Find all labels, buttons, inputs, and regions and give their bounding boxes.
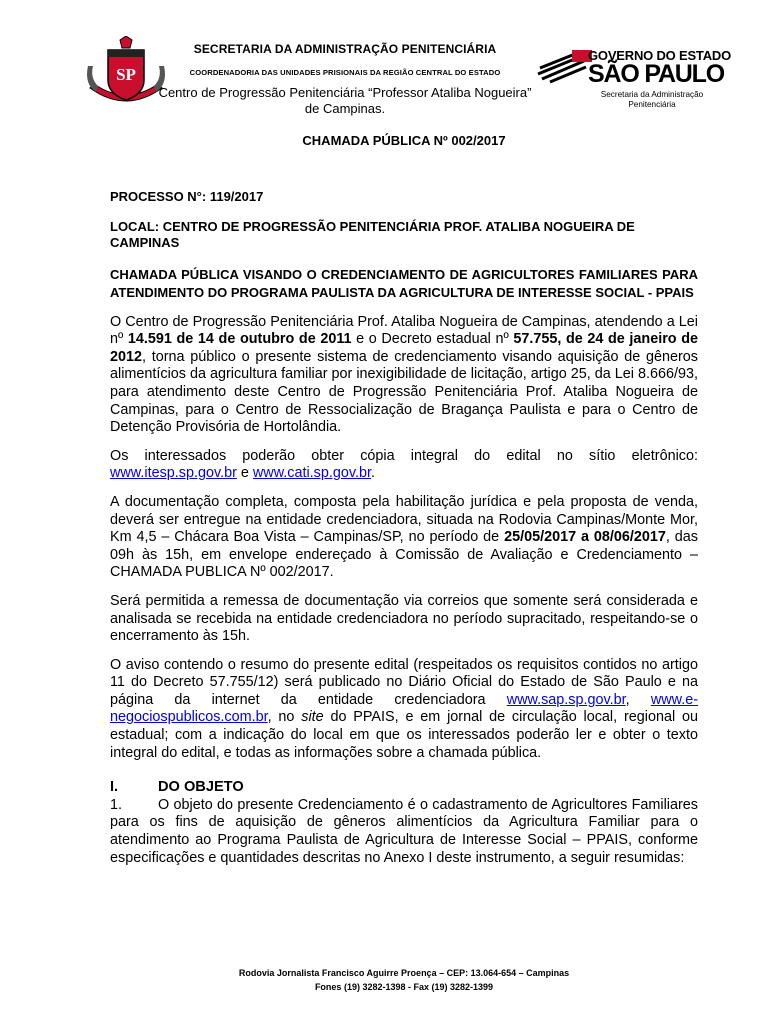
itesp-link[interactable]: www.itesp.sp.gov.br xyxy=(110,465,237,482)
sap-link[interactable]: www.sap.sp.gov.br xyxy=(506,691,626,708)
p5-text-c: , no xyxy=(267,709,302,726)
p5-text-a: O aviso contendo o resumo do presente edital (respeitados os requisitos contidos no artigo 11 do Decreto 57.755/12) será publicado no Diário Oficial do Estado de São Paulo e na página da internet da entidade credenciadora xyxy=(110,656,698,708)
item-1-text: O objeto do presente Credenciamento é o cadastramento de Agricultores Familiares para os fins de aquisição de gêneros alimentícios da Agricultura Familiar para o atendimento ao Programa Paulista de Agricultura de Interesse Social – PPAIS, conforme especificações e quantidades descritas no Anexo I deste instrumento, a seguir resumidas: xyxy=(110,796,698,866)
cati-link[interactable]: www.cati.sp.gov.br xyxy=(252,465,372,482)
letterhead xyxy=(150,42,540,117)
p1-decreto-bold: 57.755, de 24 de janeiro de 2012 xyxy=(110,331,698,365)
p5-text-e: do PPAIS, e em jornal de circulação local, regional ou estadual; com a indicação do local em que os interessados poderão ler e obter o texto integral do edital, e todas as informações sobre a chamada pública. xyxy=(110,709,698,761)
p1-lei-bold: 14.591 de 14 de outubro de 2011 xyxy=(127,331,352,348)
call-title: CHAMADA PÚBLICA Nº 002/2017 xyxy=(302,133,506,148)
section-1-number: I. xyxy=(110,779,119,796)
p1-text-c: e o Decreto estadual nº xyxy=(351,331,514,348)
sao-paulo-flag-icon xyxy=(536,46,596,86)
section-1-item-1 xyxy=(110,797,698,867)
gov-line1: GOVERNO DO ESTADO xyxy=(588,48,731,63)
paragraph-1 xyxy=(110,314,698,437)
gov-line2: SÃO PAULO xyxy=(588,60,724,88)
paragraph-5 xyxy=(110,657,698,763)
paragraph-2 xyxy=(110,448,698,483)
p5-site-italic: site xyxy=(301,709,324,726)
footer xyxy=(110,966,698,994)
e-negocios-link[interactable]: www.e-negociospublicos.com.br xyxy=(110,691,698,726)
header-title: SECRETARIA DA ADMINISTRAÇÃO PENITENCIÁRIA xyxy=(193,42,497,56)
section-1-title: DO OBJETO xyxy=(158,779,244,796)
p2-text-b: e xyxy=(236,465,253,482)
p1-text-e: , torna público o presente sistema de credenciamento visando aquisição de gêneros alimentícios da agricultura familiar por inexigibilidade de licitação, artigo 25, da Lei 8.666/93, para atendimento deste Centro de Progressão Penitenciária Prof. Ataliba Nogueira de Campinas, para o Centro de Ressocialização de Bragança Paulista e para o Centro de Detenção Provisória de Hortolândia. xyxy=(110,348,698,436)
header-unit xyxy=(150,85,540,117)
p2-text-a: Os interessados poderão obter cópia integral do edital no sítio eletrônico: xyxy=(110,447,698,464)
crest-letters: SP xyxy=(116,65,136,84)
paragraph-4: Será permitida a remessa de documentação via correios que somente será considerada e analisada se recebida na entidade credenciadora no período supracitado, respeitando-se o encerramento às 15h. xyxy=(110,592,698,645)
p3-period-bold: 25/05/2017 a 08/06/2017 xyxy=(504,529,666,546)
header-unit-line1: Centro de Progressão Penitenciária “Professor Ataliba Nogueira” xyxy=(158,85,532,100)
header-subtitle: COORDENADORIA DAS UNIDADES PRISIONAIS DA REGIÃO CENTRAL DO ESTADO xyxy=(189,68,501,77)
section-1-heading xyxy=(110,779,698,797)
p2-text-c: . xyxy=(371,465,376,482)
p5-text-b: , xyxy=(625,691,651,708)
header-unit-line2: de Campinas. xyxy=(304,101,386,116)
paragraph-3 xyxy=(110,494,698,582)
footer-address: Rodovia Jornalista Francisco Aguirre Proença – CEP: 13.064-654 – Campinas xyxy=(238,968,570,978)
gov-line3: Secretaria da Administração Penitenciária xyxy=(600,90,704,109)
chamada-heading: CHAMADA PÚBLICA VISANDO O CREDENCIAMENTO DE AGRICULTORES FAMILIARES PARA ATENDIMENTO DO PROGRAMA PAULISTA DA AGRICULTURA DE INTERESSE SOCIAL - PPAIS xyxy=(110,266,698,300)
item-1-number: 1. xyxy=(110,796,123,813)
p3-text-a: A documentação completa, composta pela habilitação jurídica e pela proposta de venda, deverá ser entregue na entidade credenciadora, situada na Rodovia Campinas/Monte Mor, Km 4,5 – Chácara Boa Vista – Campinas/SP, no período de xyxy=(110,493,698,546)
p1-text-a: O Centro de Progressão Penitenciária Prof. Ataliba Nogueira de Campinas, atendendo a Lei nº xyxy=(110,313,698,348)
document-body xyxy=(110,124,698,867)
section-1 xyxy=(110,779,698,867)
processo: PROCESSO N°: 119/2017 xyxy=(110,188,264,204)
footer-phones: Fones (19) 3282-1398 - Fax (19) 3282-1399 xyxy=(314,982,494,992)
p3-text-c: , das 09h às 15h, em envelope endereçado à Comissão de Avaliação e Credenciamento – CHAMADA PUBLICA Nº 002/2017. xyxy=(110,529,698,581)
local: LOCAL: CENTRO DE PROGRESSÃO PENITENCIÁRIA PROF. ATALIBA NOGUEIRA DE CAMPINAS xyxy=(110,218,635,250)
government-logo xyxy=(536,42,731,132)
